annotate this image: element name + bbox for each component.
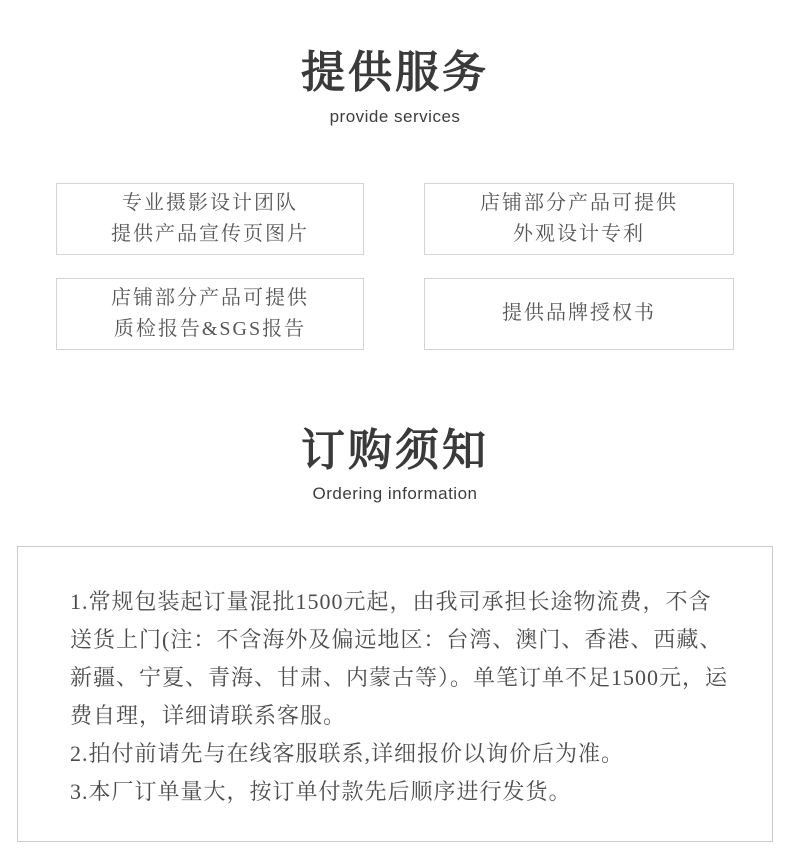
service-card-line: 质检报告&SGS报告 [113,317,307,340]
service-card-line: 外观设计专利 [513,222,645,245]
ordering-note-3: 3.本厂订单量大，按订单付款先后顺序进行发货。 [70,779,572,805]
service-card-line: 提供产品宣传页图片 [111,222,309,245]
service-card-line: 店铺部分产品可提供 [480,191,678,214]
services-subtitle: provide services [329,106,461,126]
ordering-title: 订购须知 [301,425,489,475]
service-cards-grid [56,183,734,350]
service-card-line: 专业摄影设计团队 [122,191,298,214]
service-card-line: 店铺部分产品可提供 [111,286,309,309]
service-card-design-patent [424,183,734,255]
service-card-quality-report [56,278,364,350]
service-card-photography [56,183,364,255]
service-card-line: 提供品牌授权书 [502,302,656,325]
services-section [0,0,790,350]
ordering-note-1: 1.常规包装起订量混批1500元起，由我司承担长途物流费，不含送货上门(注：不含海外及偏远地区：台湾、澳门、香港、西藏、新疆、宁夏、青海、甘肃、内蒙古等）。单笔订单不足1500元，运费自理，详细请联系客服。 [70,589,729,729]
ordering-subtitle: Ordering information [312,484,478,504]
ordering-notes-box [17,546,773,842]
ordering-section [0,426,790,843]
ordering-note-2: 2.拍付前请先与在线客服联系,详细报价以询价后为准。 [70,741,625,767]
services-title: 提供服务 [301,48,489,97]
service-card-brand-authorization [424,278,734,350]
